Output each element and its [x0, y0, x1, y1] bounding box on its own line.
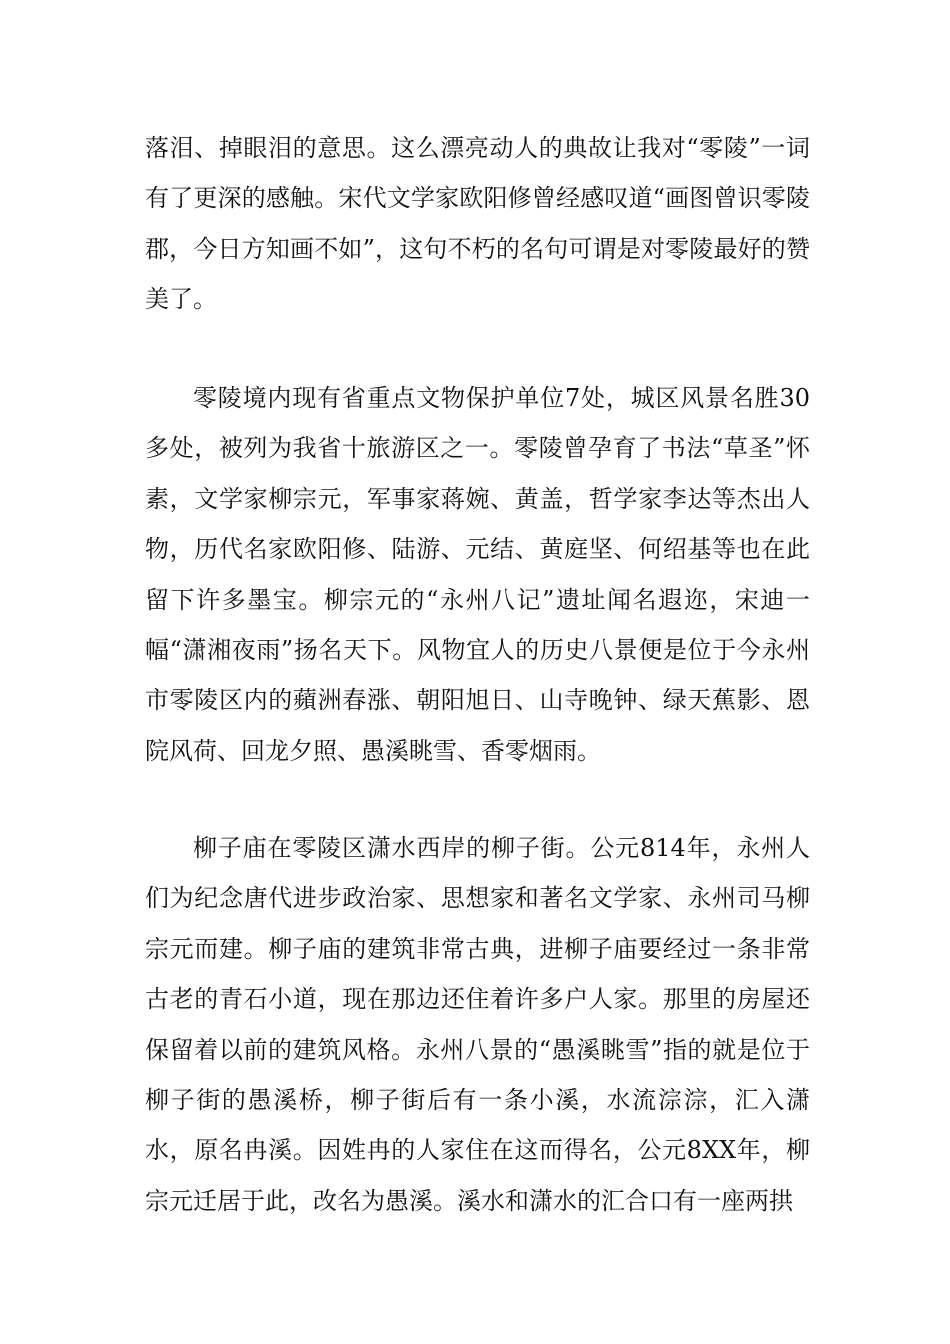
paragraph-liuzi-temple: 柳子庙在零陵区潇水西岸的柳子街。公元814年，永州人们为纪念唐代进步政治家、思想家和著名文学家、永州司马柳宗元而建。柳子庙的建筑非常古典，进柳子庙要经过一条非常古老的青石小道，现在那边还住着许多户人家。那里的房屋还保留着以前的建筑风格。永州八景的“愚溪眺雪”指的就是位于柳子街的愚溪桥，柳子街后有一条小溪，水流淙淙，汇入潇水，原名冉溪。因姓冉的人家住在这而得名，公元8XX年，柳宗元迁居于此，改名为愚溪。溪水和潇水的汇合口有一座两拱: [145, 834, 810, 1215]
paragraph-lingling-allusion: 落泪、掉眼泪的意思。这么漂亮动人的典故让我对“零陵”一词有了更深的感触。宋代文学家欧阳修曾经感叹道“画图曾识零陵郡，今日方知画不如”，这句不朽的名句可谓是对零陵最好的赞美了。: [145, 134, 810, 314]
paragraph-lingling-relics: 零陵境内现有省重点文物保护单位7处，城区风景名胜30多处，被列为我省十旅游区之一。零陵曾孕育了书法“草圣”怀素，文学家柳宗元，军事家蒋婉、黄盖，哲学家李达等杰出人物，历代名家欧阳修、陆游、元结、黄庭坚、何绍基等也在此留下许多墨宝。柳宗元的“永州八记”遗址闻名遐迩，宋迪一幅“潇湘夜雨”扬名天下。风物宜人的历史八景便是位于今永州市零陵区内的蘋洲春涨、朝阳旭日、山寺晚钟、绿天蕉影、恩院风荷、回龙夕照、愚溪眺雪、香零烟雨。: [145, 384, 810, 765]
